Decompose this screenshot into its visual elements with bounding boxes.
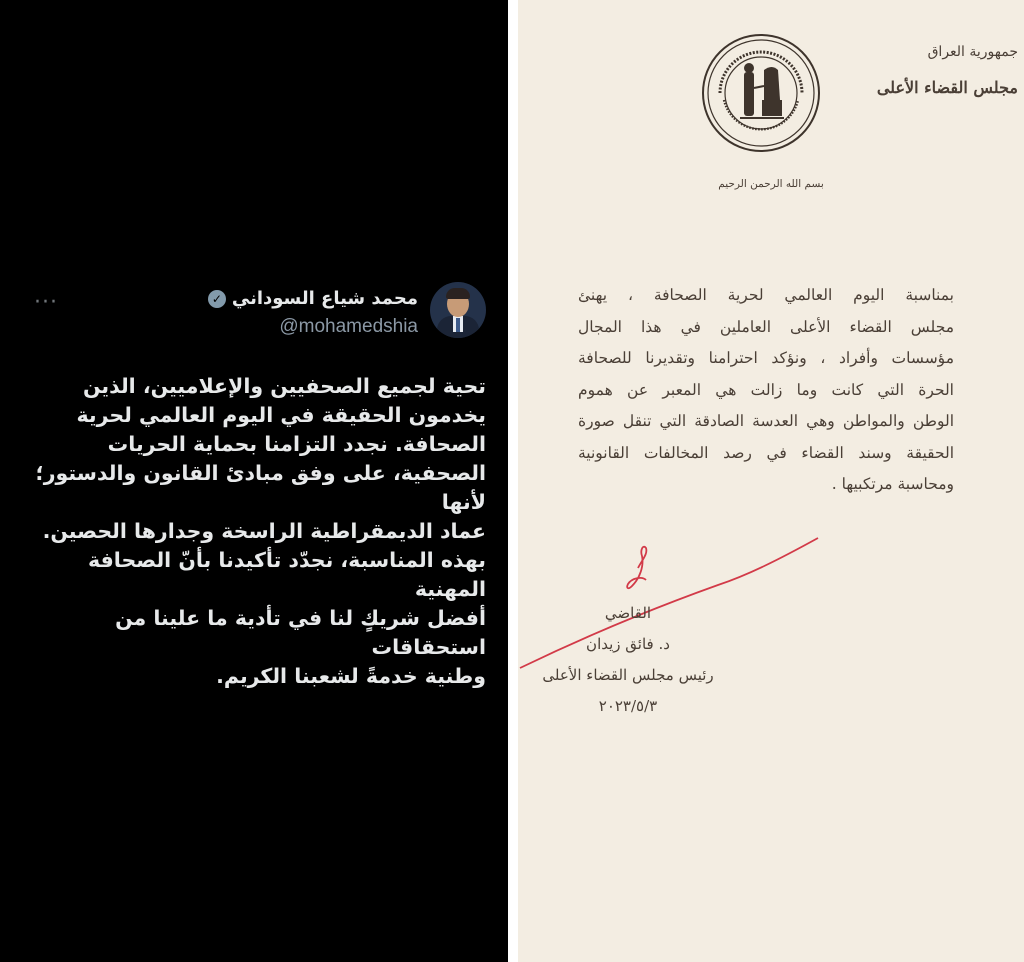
tweet-panel [0,0,508,962]
signatory-title: القاضي [604,604,652,622]
letter-body-line: مؤسسات وأفراد ، ونؤكد احترامنا وتقديرنا للصحافة [578,349,954,367]
letter-body [578,280,954,501]
letterhead-council: مجلس القضاء الأعلى [876,78,1018,97]
letter-body-line: الحقيقة وسند القضاء في رصد المخالفات القانونية [578,443,954,462]
signature-block [538,598,718,722]
author-display-name[interactable]: محمد شياع السوداني [231,288,418,309]
more-horizontal-icon[interactable]: ··· [34,290,58,315]
avatar[interactable] [430,282,486,338]
letter-body-line: الحرة التي كانت وما زالت هي المعبر عن هموم [578,380,954,399]
letter-body-line: بمناسبة اليوم العالمي لحرية الصحافة ، يهنئ [578,286,954,304]
basmala: بسم الله الرحمن الرحيم [718,178,824,190]
author-name-row[interactable] [208,288,418,309]
tweet-header [22,282,486,346]
signatory-name: د. فائق زيدان [586,635,670,653]
author-handle[interactable]: @mohamedshia [279,316,418,337]
verified-badge-icon: ✓ [208,290,226,308]
letter-date: ٢٠٢٣/٥/٣ [598,697,658,715]
supreme-judicial-council-seal-icon [700,32,822,154]
letter-body-line: مجلس القضاء الأعلى العاملين في هذا المجال [578,317,954,336]
letterhead-country: جمهورية العراق [927,44,1018,60]
signatory-position: رئيس مجلس القضاء الأعلى [542,666,714,684]
letter-body-line: الوطن والمواطن وهي العدسة الصادقة التي تنقل صورة [578,412,954,430]
panel-divider [508,0,518,962]
tweet-text: تحية لجميع الصحفيين والإعلاميين، الذين يخدمون الحقيقة في اليوم العالمي لحرية الصحافة. نجدد التزامنا بحماية الحريات الصحفية، على وفق مبادئ القانون والدستور؛ لأنها عماد الديمقراطية الراسخة وجدارها الحصين. بهذه المناسبة، نجدّد تأكيدنا بأنّ الصحافة المهنية أفضل شريكٍ لنا في تأدية ما علينا من استحقاقات وطنية خدمةً لشعبنا الكريم. [35,374,486,688]
letter-panel [518,0,1024,962]
letter-body-line: ومحاسبة مرتكبيها . [831,475,954,493]
letterhead [877,44,1018,97]
